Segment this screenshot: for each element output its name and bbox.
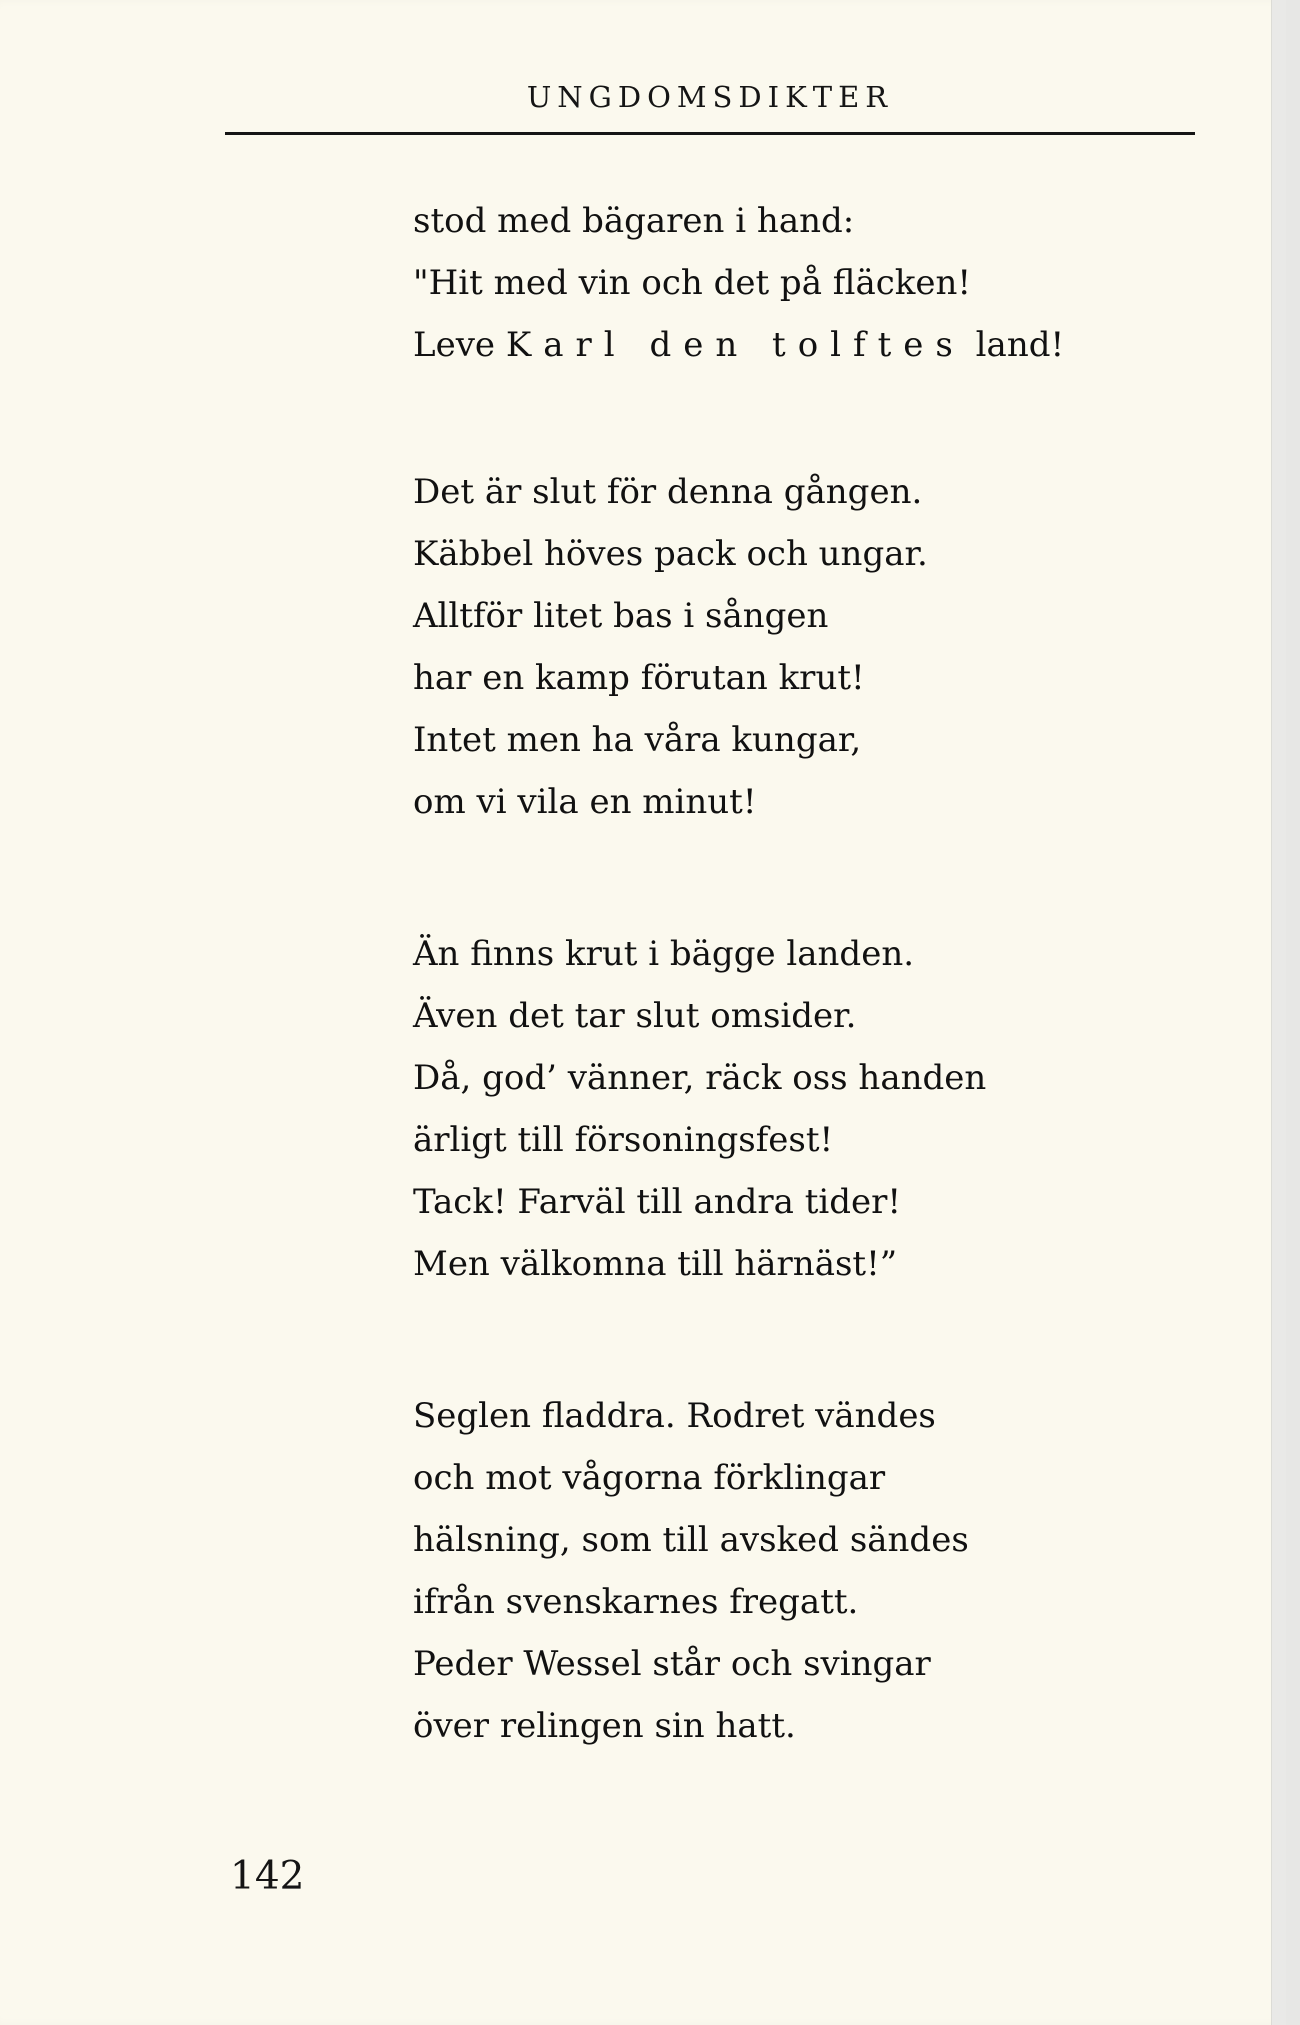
poem-line: "Hit med vin och det på fläcken! <box>413 263 972 303</box>
poem-line: Även det tar slut omsider. <box>413 996 857 1036</box>
poem-line: Käbbel höves pack och ungar. <box>413 534 928 574</box>
stanza-3 <box>413 923 1193 1295</box>
poem-line: Än finns krut i bägge landen. <box>413 934 915 974</box>
poem-line: Intet men ha våra kungar, <box>413 720 862 760</box>
poem-line: hälsning, som till avsked sändes <box>413 1520 969 1560</box>
header-rule <box>225 132 1195 135</box>
poem-line: Tack! Farväl till andra tider! <box>413 1182 902 1222</box>
page-number: 142 <box>230 1854 305 1899</box>
stanza-1 <box>413 190 1193 376</box>
poem-line: ifrån svenskarnes fregatt. <box>413 1582 859 1622</box>
poem-line: Seglen fladdra. Rodret vändes <box>413 1396 936 1436</box>
stanza-gap <box>413 1295 1193 1385</box>
running-head: UNGDOMSDIKTER <box>526 80 894 114</box>
poem-line: Det är slut för denna gången. <box>413 472 923 512</box>
poem-line: om vi vila en minut! <box>413 782 757 822</box>
stanza-gap <box>413 376 1193 461</box>
poem-text <box>413 190 1193 1757</box>
poem-line-part: land! <box>964 325 1065 365</box>
spaced-name: Karl den tolftes <box>505 325 965 365</box>
poem-line: ärligt till försoningsfest! <box>413 1120 834 1160</box>
poem-line: stod med bägaren i hand: <box>413 201 855 241</box>
poem-line: Då, god’ vänner, räck oss handen <box>413 1058 987 1098</box>
poem-line: Men välkomna till härnäst!” <box>413 1244 898 1284</box>
page-edge <box>1271 0 1286 2025</box>
poem-line <box>413 314 1193 376</box>
poem-line: Alltför litet bas i sången <box>413 596 829 636</box>
stanza-gap <box>413 833 1193 923</box>
poem-line: har en kamp förutan krut! <box>413 658 865 698</box>
poem-line: över relingen sin hatt. <box>413 1706 796 1746</box>
poem-line-part: Leve <box>413 325 506 365</box>
poem-line: och mot vågorna förklingar <box>413 1458 886 1498</box>
stanza-2 <box>413 461 1193 833</box>
poem-line: Peder Wessel står och svingar <box>413 1644 931 1684</box>
stanza-4 <box>413 1385 1193 1757</box>
